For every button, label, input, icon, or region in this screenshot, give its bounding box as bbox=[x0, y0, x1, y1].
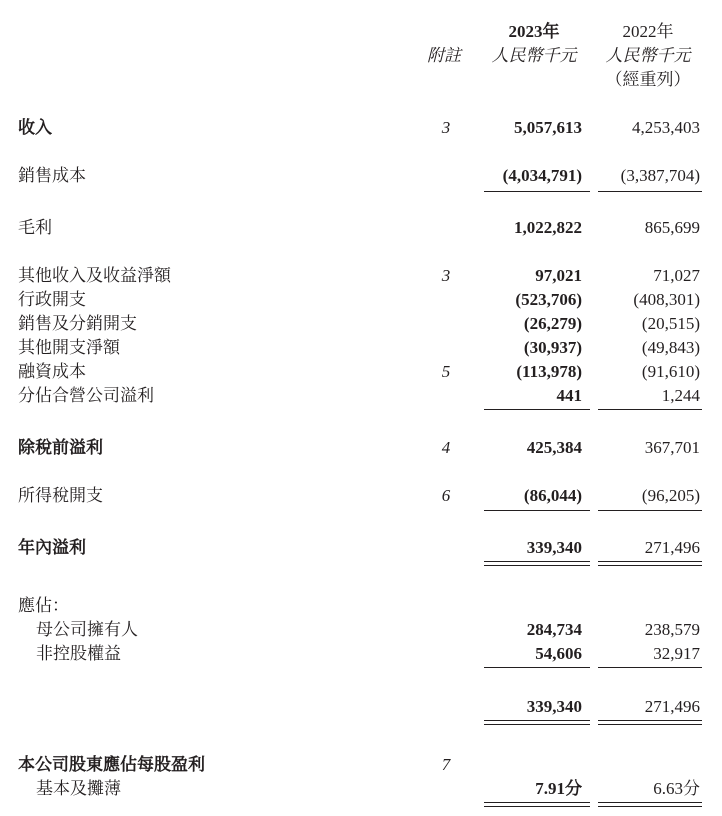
row-prior-owners: 238,579 bbox=[644, 620, 700, 639]
row-prior-revenue: 4,253,403 bbox=[632, 118, 700, 137]
row-current-jv-share: 441 bbox=[556, 386, 582, 405]
row-label-admin-expenses: 行政開支 bbox=[18, 290, 86, 309]
double-underline-current-eps-bottom bbox=[484, 806, 590, 807]
row-current-eps-basic: 7.91分 bbox=[535, 779, 582, 798]
row-current-finance-costs: (113,978) bbox=[516, 362, 582, 381]
row-prior-jv-share: 1,244 bbox=[661, 386, 700, 405]
row-note-revenue: 3 bbox=[441, 118, 451, 137]
row-current-nci: 54,606 bbox=[535, 644, 582, 663]
double-underline-prior-eps-bottom bbox=[598, 806, 702, 807]
double-underline-prior-profit-bottom bbox=[598, 565, 702, 566]
row-current-cost-of-sales: (4,034,791) bbox=[502, 166, 582, 185]
double-underline-current-eps-top bbox=[484, 802, 590, 803]
underline-prior-income-tax bbox=[598, 510, 702, 511]
row-label-profit-before-tax: 除稅前溢利 bbox=[18, 438, 103, 457]
row-prior-other-expenses: (49,843) bbox=[641, 338, 700, 357]
row-label-owners: 母公司擁有人 bbox=[36, 620, 138, 639]
row-label-cost-of-sales: 銷售成本 bbox=[18, 166, 86, 185]
row-label-profit-for-year: 年內溢利 bbox=[18, 538, 86, 557]
underline-current-cost-of-sales bbox=[484, 191, 590, 192]
row-label-other-expenses: 其他開支淨額 bbox=[18, 338, 120, 357]
row-note-finance-costs: 5 bbox=[441, 362, 451, 381]
row-prior-finance-costs: (91,610) bbox=[641, 362, 700, 381]
row-label-nci: 非控股權益 bbox=[36, 644, 121, 663]
underline-current-income-tax bbox=[484, 510, 590, 511]
row-prior-admin-expenses: (408,301) bbox=[633, 290, 700, 309]
row-prior-nci: 32,917 bbox=[653, 644, 700, 663]
double-underline-current-profit-top bbox=[484, 561, 590, 562]
double-underline-prior-eps-top bbox=[598, 802, 702, 803]
row-note-profit-before-tax: 4 bbox=[441, 438, 451, 457]
underline-current-jv-share bbox=[484, 409, 590, 410]
double-underline-current-total-top bbox=[484, 720, 590, 721]
header-unit-prior: 人民幣千元 bbox=[605, 46, 691, 65]
row-prior-attributable-total: 271,496 bbox=[644, 697, 700, 716]
row-note-eps: 7 bbox=[441, 755, 451, 774]
row-label-selling-expenses: 銷售及分銷開支 bbox=[18, 314, 137, 333]
row-current-admin-expenses: (523,706) bbox=[515, 290, 582, 309]
row-current-income-tax: (86,044) bbox=[523, 486, 582, 505]
row-note-income-tax: 6 bbox=[441, 486, 451, 505]
underline-prior-nci bbox=[598, 667, 702, 668]
row-current-profit-for-year: 339,340 bbox=[526, 538, 582, 557]
row-prior-eps-basic: 6.63分 bbox=[653, 779, 700, 798]
row-label-attributable: 應佔： bbox=[18, 596, 69, 615]
row-note-other-income: 3 bbox=[441, 266, 451, 285]
header-note: 附註 bbox=[427, 46, 461, 65]
row-label-eps-basic: 基本及攤薄 bbox=[36, 779, 121, 798]
row-current-other-expenses: (30,937) bbox=[523, 338, 582, 357]
row-prior-cost-of-sales: (3,387,704) bbox=[620, 166, 700, 185]
double-underline-current-profit-bottom bbox=[484, 565, 590, 566]
double-underline-prior-profit-top bbox=[598, 561, 702, 562]
row-current-other-income: 97,021 bbox=[535, 266, 582, 285]
row-prior-other-income: 71,027 bbox=[653, 266, 700, 285]
row-prior-selling-expenses: (20,515) bbox=[641, 314, 700, 333]
double-underline-prior-total-top bbox=[598, 720, 702, 721]
row-current-selling-expenses: (26,279) bbox=[523, 314, 582, 333]
row-prior-income-tax: (96,205) bbox=[641, 486, 700, 505]
row-label-other-income: 其他收入及收益淨額 bbox=[18, 266, 171, 285]
row-prior-gross-profit: 865,699 bbox=[644, 218, 700, 237]
underline-current-nci bbox=[484, 667, 590, 668]
underline-prior-jv-share bbox=[598, 409, 702, 410]
header-year-prior: 2022年 bbox=[622, 22, 674, 41]
row-label-income-tax: 所得稅開支 bbox=[18, 486, 103, 505]
row-prior-profit-for-year: 271,496 bbox=[644, 538, 700, 557]
header-restated: （經重列） bbox=[605, 70, 691, 89]
row-current-revenue: 5,057,613 bbox=[514, 118, 582, 137]
row-current-gross-profit: 1,022,822 bbox=[514, 218, 582, 237]
row-prior-profit-before-tax: 367,701 bbox=[644, 438, 700, 457]
underline-prior-cost-of-sales bbox=[598, 191, 702, 192]
double-underline-current-total-bottom bbox=[484, 724, 590, 725]
row-label-eps: 本公司股東應佔每股盈利 bbox=[18, 755, 205, 774]
row-label-revenue: 收入 bbox=[18, 118, 52, 137]
row-current-attributable-total: 339,340 bbox=[526, 697, 582, 716]
header-year-current: 2023年 bbox=[508, 22, 560, 41]
header-unit-current: 人民幣千元 bbox=[491, 46, 577, 65]
row-label-gross-profit: 毛利 bbox=[18, 218, 52, 237]
row-current-profit-before-tax: 425,384 bbox=[526, 438, 582, 457]
row-label-jv-share: 分佔合營公司溢利 bbox=[18, 386, 154, 405]
double-underline-prior-total-bottom bbox=[598, 724, 702, 725]
row-current-owners: 284,734 bbox=[526, 620, 582, 639]
row-label-finance-costs: 融資成本 bbox=[18, 362, 86, 381]
